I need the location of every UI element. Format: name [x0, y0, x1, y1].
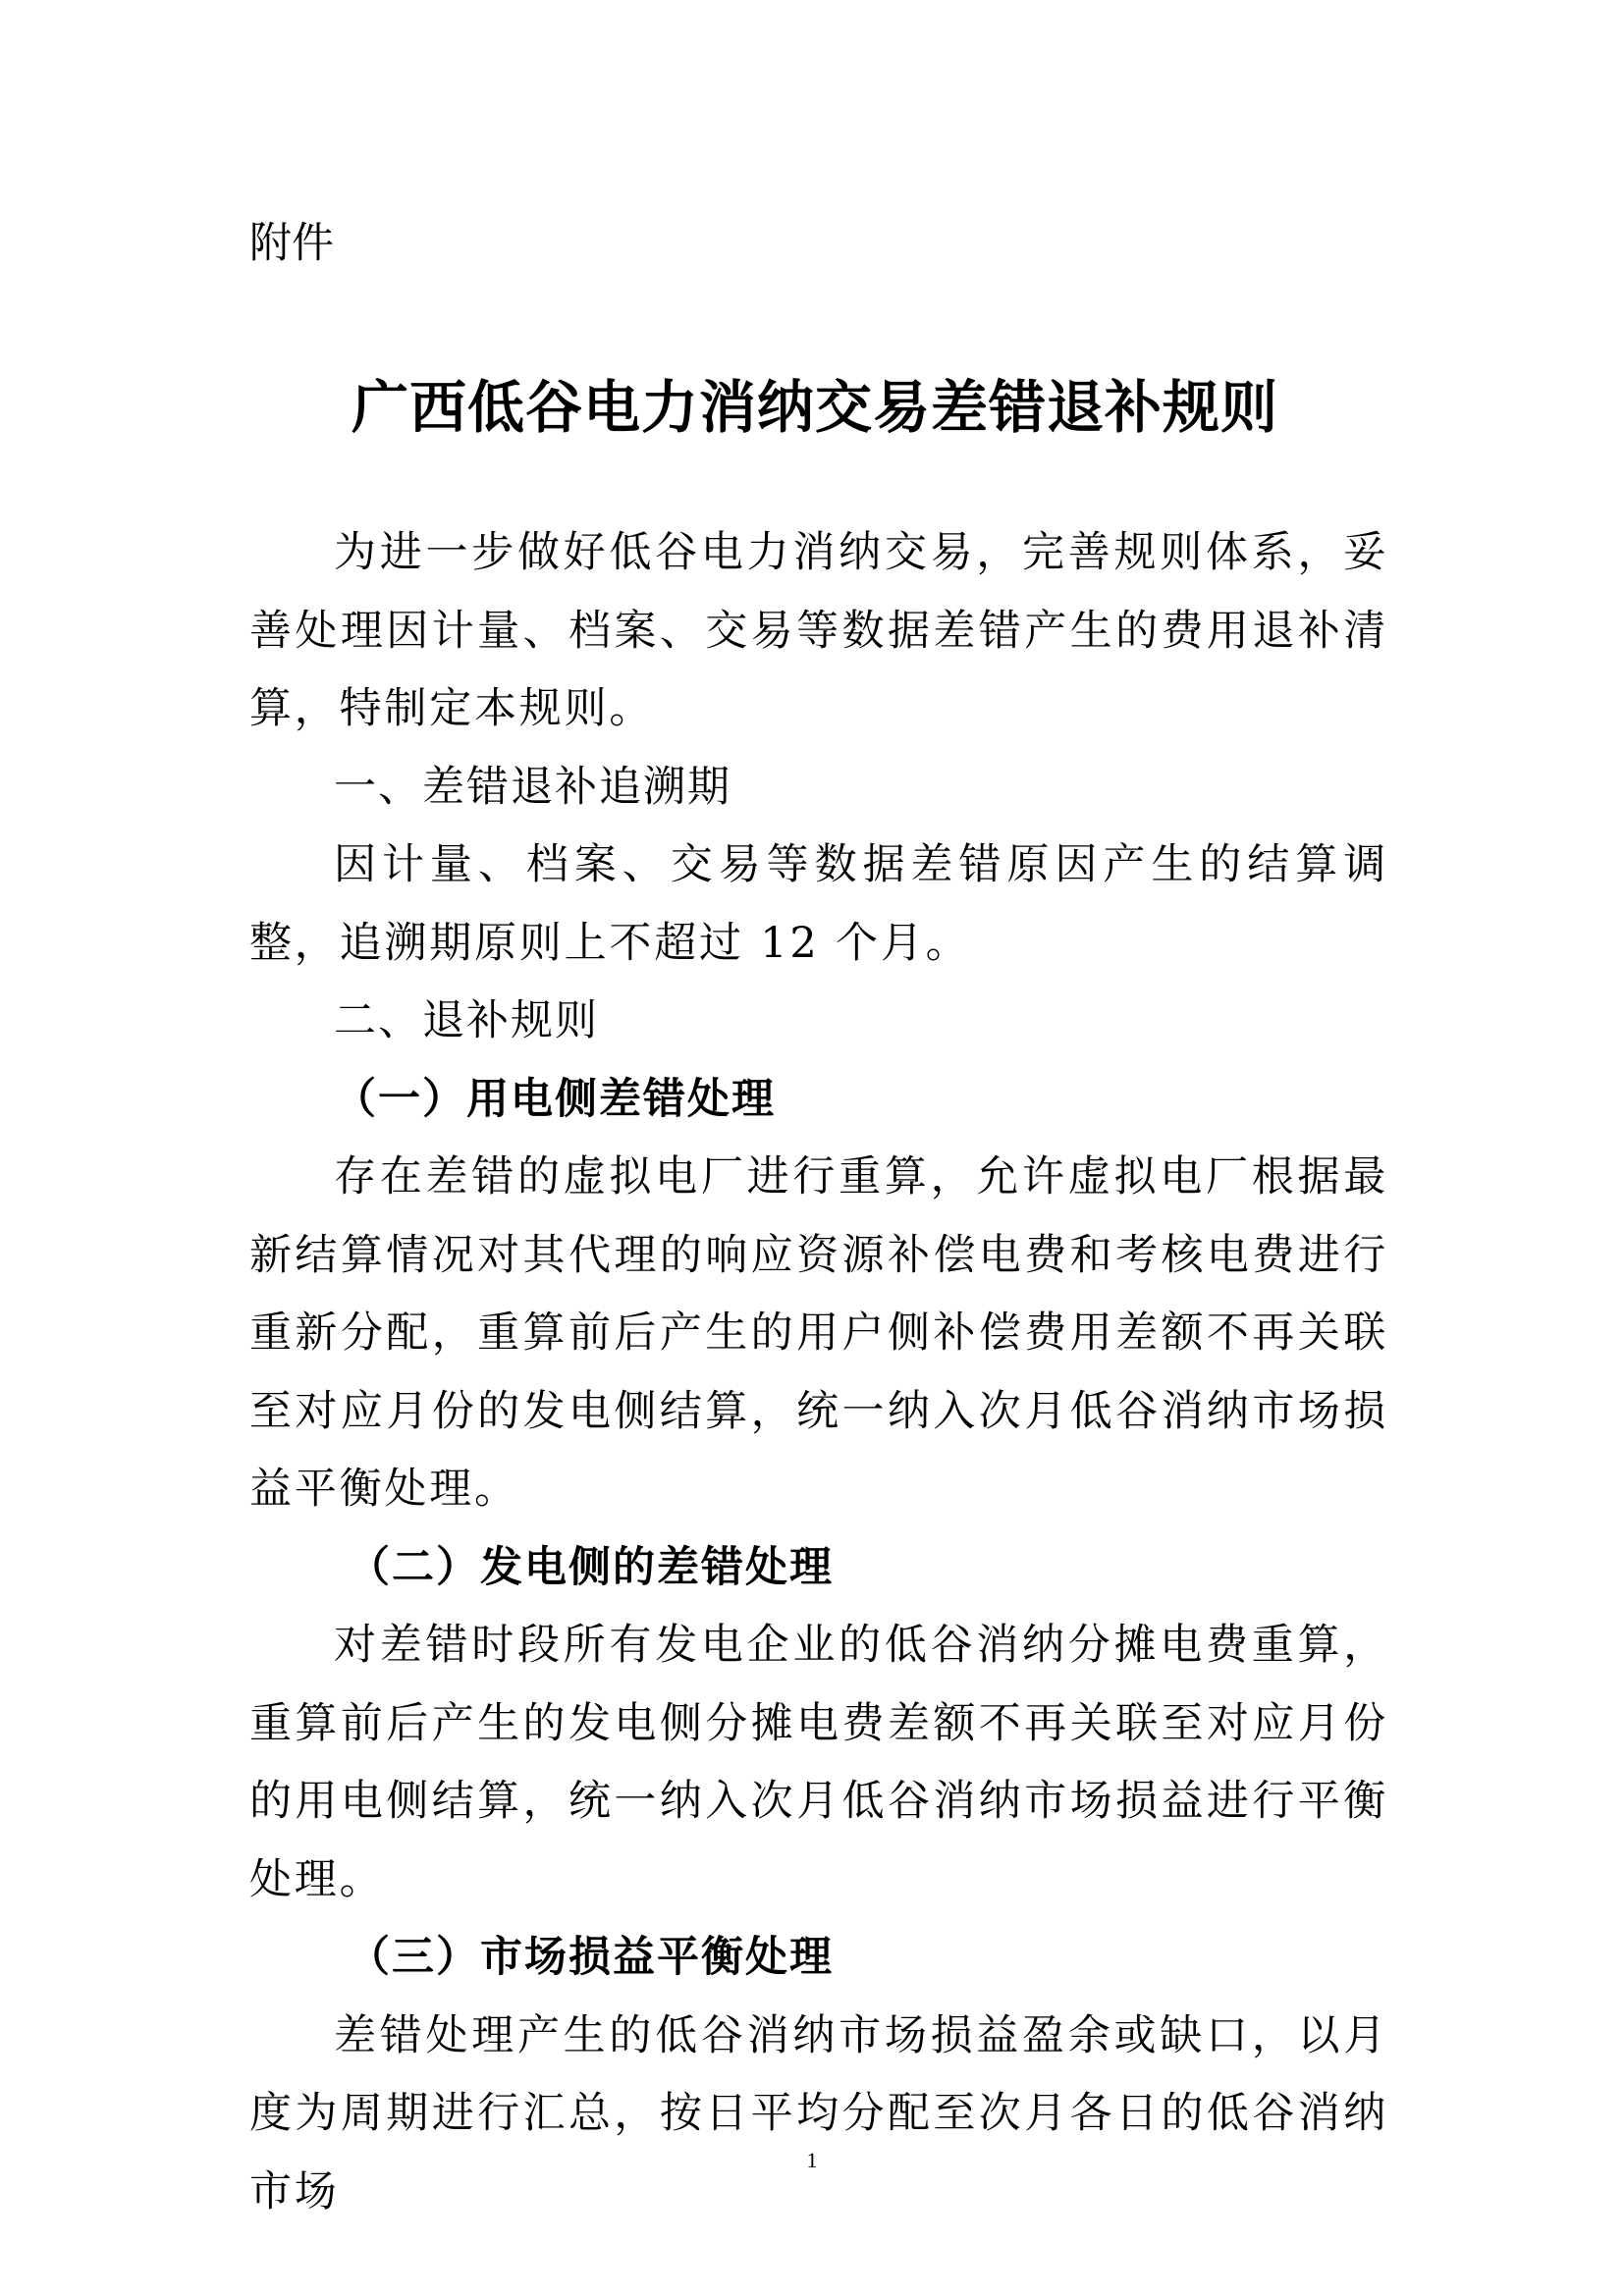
page-number: 1	[806, 2148, 818, 2172]
section-heading-retroactive-period: 一、差错退补追溯期	[334, 762, 731, 812]
subsection-heading-market-balance: （三）市场损益平衡处理	[348, 1933, 834, 1982]
attachment-label: 附件	[249, 219, 334, 268]
subsection-paragraph-consumption-side: 存在差错的虚拟电厂进行重算，允许虚拟电厂根据最新结算情况对其代理的响应资源补偿电费和考核电费进行重新分配，重算前后产生的用户侧补偿费用差额不再关联至对应月份的发电侧结算，统一纳入次月低谷消纳市场损益平衡处理。	[249, 1152, 1388, 1514]
section-paragraph-retroactive-period: 因计量、档案、交易等数据差错原因产生的结算调整，追溯期原则上不超过 12 个月。	[249, 840, 1388, 968]
document-body	[249, 514, 1388, 2231]
section-heading-refund-rules: 二、退补规则	[334, 996, 599, 1045]
subsection-heading-consumption-side: （一）用电侧差错处理	[334, 1074, 776, 1124]
subsection-paragraph-generation-side: 对差错时段所有发电企业的低谷消纳分摊电费重算，重算前后产生的发电侧分摊电费差额不再关联至对应月份的用电侧结算，统一纳入次月低谷消纳市场损益进行平衡处理。	[249, 1621, 1388, 1904]
subsection-paragraph-market-balance: 差错处理产生的低谷消纳市场损益盈余或缺口，以月度为周期进行汇总，按日平均分配至次月各日的低谷消纳市场	[249, 2010, 1388, 2216]
intro-paragraph: 为进一步做好低谷电力消纳交易，完善规则体系，妥善处理因计量、档案、交易等数据差错产生的费用退补清算，特制定本规则。	[249, 528, 1388, 733]
subsection-heading-generation-side: （二）发电侧的差错处理	[348, 1542, 834, 1592]
document-title: 广西低谷电力消纳交易差错退补规则	[351, 374, 1278, 441]
